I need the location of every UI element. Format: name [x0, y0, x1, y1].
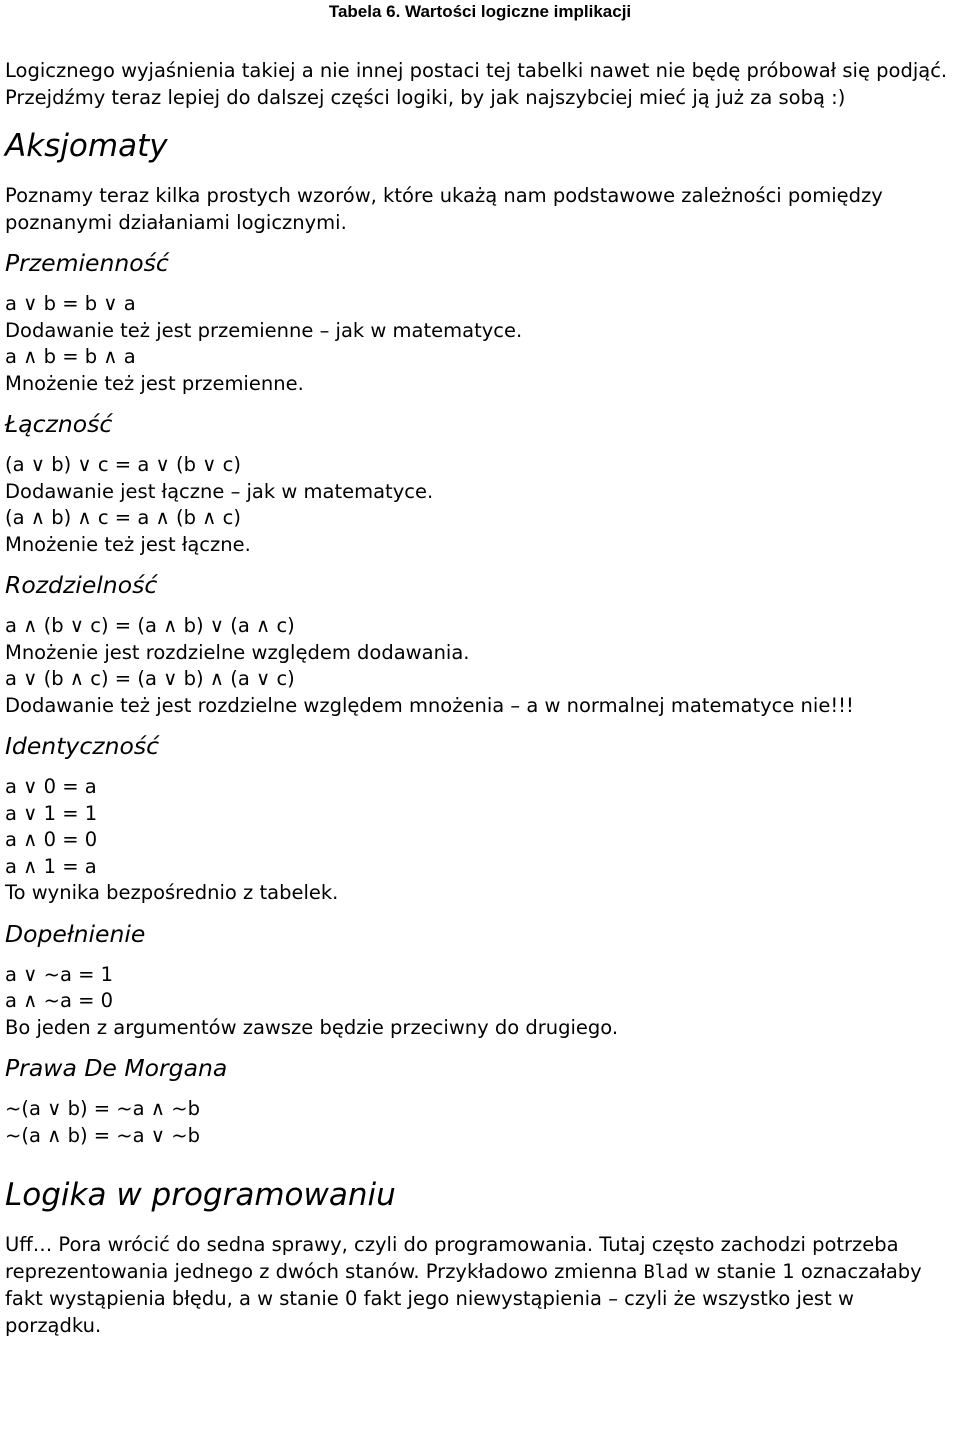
section-line: a ∧ ~a = 0 [5, 989, 114, 1012]
section-line: Mnożenie jest rozdzielne względem dodawania. [5, 640, 470, 664]
section-title: Rozdzielność [5, 571, 158, 599]
programming-text-after: w stanie 1 oznaczałaby fakt wystąpienia błędu, a w stanie 0 fakt jego niewystąpienia – czyli że wszystko jest w porządku. [5, 1259, 922, 1337]
section-line: (a ∧ b) ∧ c = a ∧ (b ∧ c) [5, 506, 241, 529]
section-line: ~(a ∨ b) = ~a ∧ ~b [5, 1097, 200, 1120]
code-variable: Blad [643, 1261, 689, 1283]
section-line: To wynika bezpośrednio z tabelek. [5, 881, 339, 904]
section-line: a ∨ b = b ∨ a [5, 292, 136, 315]
section-line: a ∧ 0 = 0 [5, 828, 98, 851]
section-line: a ∧ (b ∨ c) = (a ∧ b) ∨ (a ∧ c) [5, 614, 295, 637]
section-line: ~(a ∧ b) = ~a ∨ ~b [5, 1123, 200, 1147]
section-line: (a ∨ b) ∨ c = a ∨ (b ∨ c) [5, 453, 241, 476]
section-line: a ∨ (b ∧ c) = (a ∨ b) ∧ (a ∨ c) [5, 667, 295, 690]
section-line: Mnożenie też jest łączne. [5, 532, 251, 556]
section-line: Dodawanie też jest przemienne – jak w matematyce. [5, 318, 523, 342]
section-title: Dopełnienie [5, 919, 146, 948]
programming-paragraph [5, 1232, 955, 1339]
document-page [5, 0, 955, 1339]
section-title: Prawa De Morgana [5, 1054, 228, 1082]
programming-text-before: Uff… Pora wrócić do sedna sprawy, czyli do programowania. Tutaj często zachodzi potrzeba reprezentowania jednego z dwóch stanów. Przykładowo zmienna [5, 1233, 899, 1283]
section-title: Przemienność [5, 249, 169, 277]
section-line: a ∧ 1 = a [5, 854, 97, 878]
section-title: Identyczność [5, 732, 160, 760]
section-line: Dodawanie jest łączne – jak w matematyce. [5, 479, 434, 503]
section-line: Dodawanie też jest rozdzielne względem mnożenia – a w normalnej matematyce nie!!! [5, 693, 854, 717]
axiom-sections [5, 236, 955, 1149]
section-line: a ∨ 0 = a [5, 775, 97, 798]
section-line: a ∧ b = b ∧ a [5, 345, 136, 368]
section-line: a ∨ ~a = 1 [5, 962, 114, 986]
section-title: Łączność [5, 410, 113, 438]
table-caption: Tabela 6. Wartości logiczne implikacji [328, 2, 632, 21]
programming-heading: Logika w programowaniu [5, 1177, 396, 1213]
section-line: a ∨ 1 = 1 [5, 801, 98, 825]
section-line: Mnożenie też jest przemienne. [5, 371, 304, 395]
axioms-intro-paragraph: Poznamy teraz kilka prostych wzorów, które ukażą nam podstawowe zależności pomiędzy poznanymi działaniami logicznymi. [5, 184, 883, 234]
section-line: Bo jeden z argumentów zawsze będzie przeciwny do drugiego. [5, 1015, 619, 1039]
intro-paragraph: Logicznego wyjaśnienia takiej a nie innej postaci tej tabelki nawet nie będę próbował się podjąć. Przejdźmy teraz lepiej do dalszej części logiki, by jak najszybciej mieć ją już za sobą :) [5, 59, 948, 109]
axioms-heading: Aksjomaty [5, 128, 168, 164]
